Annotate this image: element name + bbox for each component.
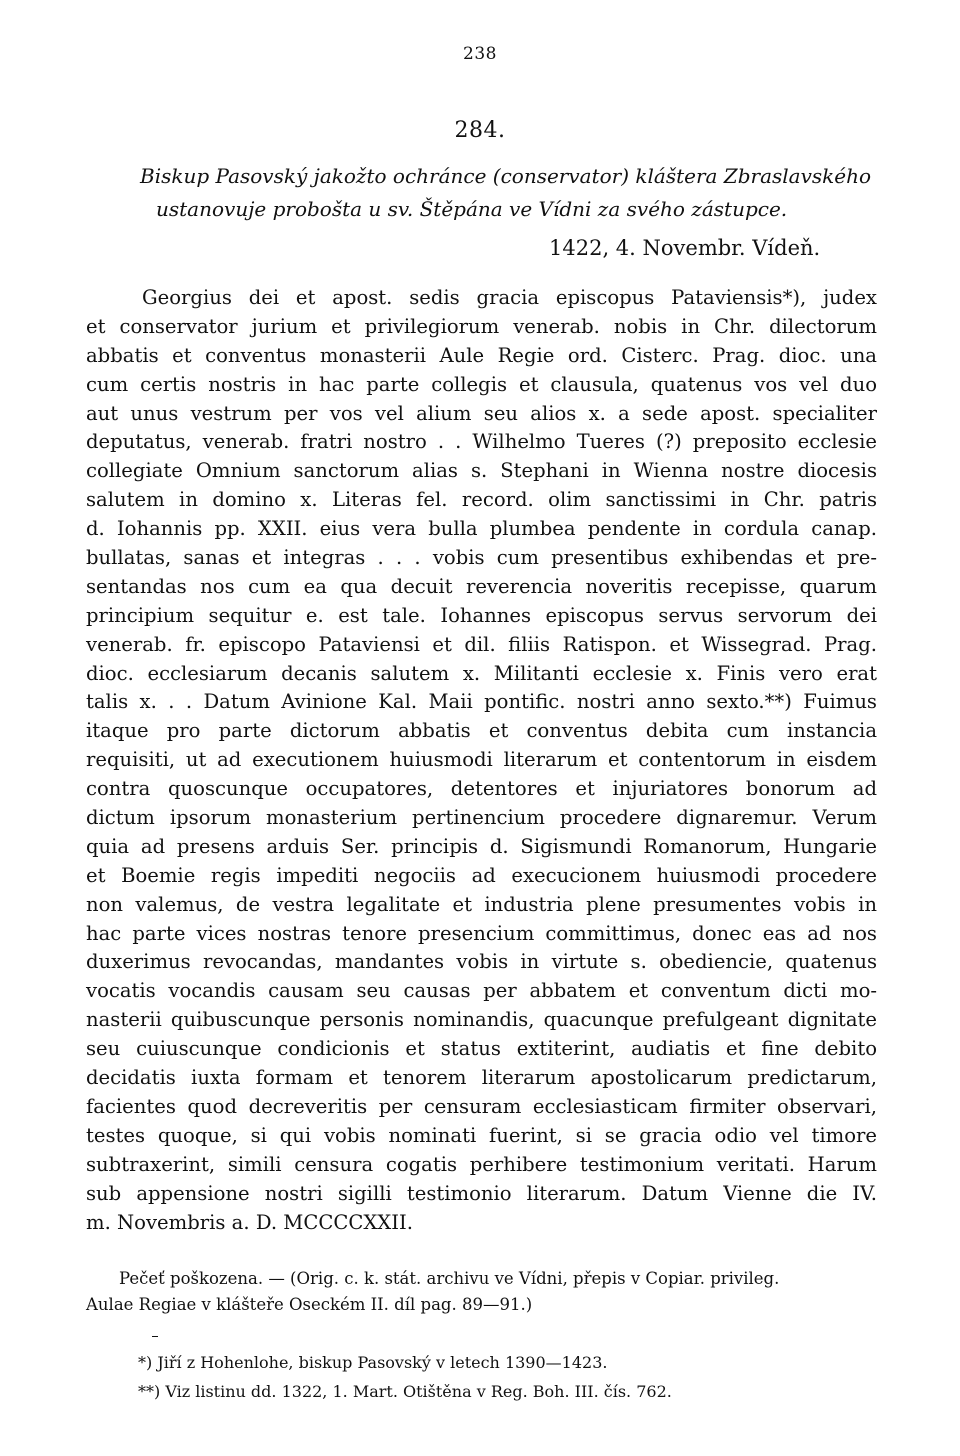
- body-line: vocatis vocandis causam seu causas per abbatem et conventum dicti mo-: [86, 979, 877, 1003]
- body-line: sentandas nos cum ea qua decuit reverencia noveritis recepisse, quarum: [86, 574, 877, 598]
- body-line: duxerimus revocandas, mandantes vobis in virtute s. obediencie, quatenus: [86, 950, 877, 974]
- body-line: talis x. . . Datum Avinione Kal. Maii pontific. nostri anno sexto.**) Fuimus: [86, 690, 877, 714]
- note-line: Aulae Regiae v klášteře Oseckém II. díl pag. 89—91.): [86, 1295, 533, 1314]
- footnotes: [138, 1348, 672, 1406]
- body-line: aut unus vestrum per vos vel alium seu alios x. a sede apost. specialiter: [86, 401, 877, 425]
- body-line: testes quoque, si qui vobis nominati fuerint, si se gracia odio vel timore: [86, 1123, 877, 1147]
- footnote: **) Viz listinu dd. 1322, 1. Mart. Otištěna v Reg. Boh. III. čís. 762.: [138, 1382, 672, 1401]
- body-line: et conservator jurium et privilegiorum venerab. nobis in Chr. dilectorum: [86, 314, 877, 338]
- body-line: cum certis nostris in hac parte collegis et clausula, quatenus vos vel duo: [86, 372, 877, 396]
- heading-line: Biskup Pasovský jakožto ochránce (conservator) kláštera Zbraslavského: [140, 164, 872, 188]
- body-line: Georgius dei et apost. sedis gracia episcopus Pataviensis*), judex: [142, 286, 877, 309]
- page-number: 238: [463, 44, 497, 64]
- body-line: dioc. ecclesiarum decanis salutem x. Militanti ecclesie x. Finis vero erat: [86, 661, 877, 685]
- body-line: seu cuiuscunque condicionis et status extiterint, audiatis et fine debito: [86, 1037, 877, 1061]
- body-line: decidatis iuxta formam et tenorem literarum apostolicarum predictarum,: [86, 1066, 877, 1090]
- body-line: itaque pro parte dictorum abbatis et conventus debita cum instancia: [86, 719, 877, 743]
- archival-note: [86, 1266, 877, 1318]
- body-line: et Boemie regis impediti negociis ad execucionem huiusmodi procedere: [86, 863, 877, 887]
- note-line: Pečeť poškozena. — (Orig. c. k. stát. archivu ve Vídni, přepis v Copiar. privileg.: [119, 1269, 780, 1288]
- body-line: non valemus, de vestra legalitate et industria plene presumentes vobis in: [86, 892, 877, 916]
- heading-line: ustanovuje probošta u sv. Štěpána ve Vídni za svého zástupce.: [156, 197, 788, 221]
- body-line: principium sequitur e. est tale. Iohannes episcopus servus servorum dei: [86, 603, 877, 627]
- document-body: [86, 284, 877, 1237]
- body-line: hac parte vices nostras tenore presencium committimus, donec eas ad nos: [86, 921, 877, 945]
- body-line: abbatis et conventus monasterii Aule Regie ord. Cisterc. Prag. dioc. una: [86, 343, 877, 367]
- body-line: d. Iohannis pp. XXII. eius vera bulla plumbea pendente in cordula canap.: [86, 517, 877, 541]
- date-place: 1422, 4. Novembr. Vídeň.: [549, 236, 821, 260]
- body-line: salutem in domino x. Literas fel. record. olim sanctissimi in Chr. patris: [86, 488, 877, 512]
- body-line: venerab. fr. episcopo Pataviensi et dil. filiis Ratispon. et Wissegrad. Prag.: [86, 632, 877, 656]
- footnote-separator: [152, 1336, 158, 1337]
- document-heading: [140, 160, 880, 226]
- body-line: requisiti, ut ad executionem huiusmodi literarum et contentorum in eisdem: [86, 748, 877, 772]
- body-line: deputatus, venerab. fratri nostro . . Wilhelmo Tueres (?) preposito ecclesie: [86, 430, 877, 454]
- body-line: facientes quod decreveritis per censuram ecclesiasticam firmiter observari,: [86, 1094, 877, 1118]
- body-line: subtraxerint, simili censura cogatis perhibere testimonium veritati. Harum: [86, 1152, 877, 1176]
- body-line: contra quoscunque occupatores, detentores et injuriatores bonorum ad: [86, 777, 877, 801]
- body-line: collegiate Omnium sanctorum alias s. Stephani in Wienna nostre diocesis: [86, 459, 877, 483]
- document-number: 284.: [454, 118, 506, 143]
- body-line: quia ad presens arduis Ser. principis d. Sigismundi Romanorum, Hungarie: [86, 834, 877, 858]
- body-line: bullatas, sanas et integras . . . vobis cum presentibus exhibendas et pre-: [86, 546, 877, 570]
- body-line: dictum ipsorum monasterium pertinencium procedere dignaremur. Verum: [86, 806, 877, 830]
- footnote: *) Jiří z Hohenlohe, biskup Pasovský v letech 1390—1423.: [138, 1353, 608, 1372]
- body-line: nasterii quibuscunque personis nominandis, quacunque prefulgeant dignitate: [86, 1008, 877, 1032]
- body-line: sub appensione nostri sigilli testimonio literarum. Datum Vienne die IV.: [86, 1181, 877, 1205]
- body-line: m. Novembris a. D. MCCCCXXII.: [86, 1210, 413, 1234]
